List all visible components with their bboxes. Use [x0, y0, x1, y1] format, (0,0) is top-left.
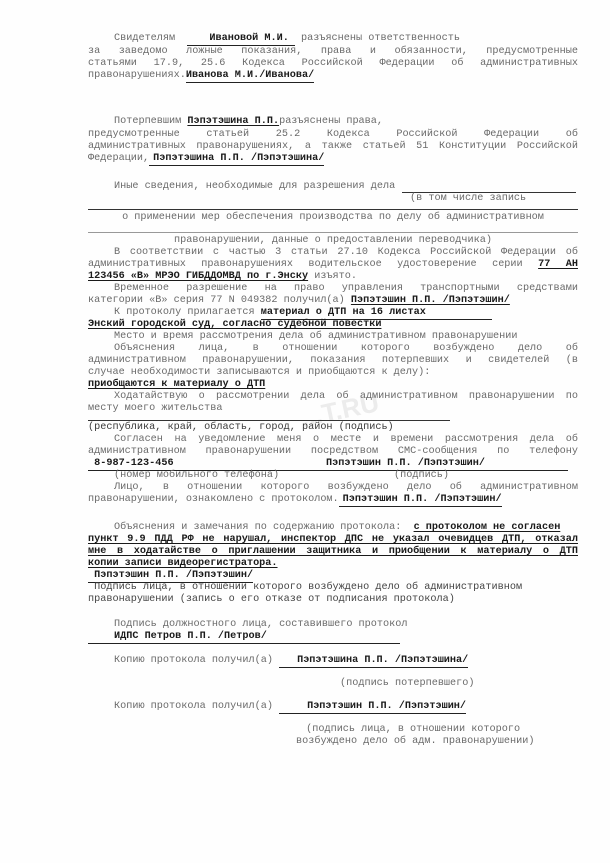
remarks-line-4: копии записи видеорегистратора.: [88, 558, 278, 569]
other-info-hint-3: правонарушении, данные о предоставлении переводчика): [174, 235, 492, 246]
victim-line-3: административных правонарушениях, а также статьей 51 Конституции Российской: [88, 141, 578, 152]
remarks-caption-1: Подпись лица, в отношении которого возбуждено дело об административном: [94, 582, 523, 593]
witness-name: Ивановой М.И.: [209, 33, 289, 44]
temp-permit-line-1: Временное разрешение на право управления транспортными средствами: [114, 283, 578, 294]
copy-offender-caption-2: возбуждено дело об адм. правонарушении): [296, 736, 535, 747]
copy-victim-caption: (подпись потерпевшего): [340, 678, 475, 689]
sms-phone: 8-987-123-456: [94, 458, 174, 469]
remarks-caption-2: правонарушении (запись о его отказе от подписания протокола): [88, 594, 455, 605]
remarks-value-1: с протоколом не согласен: [413, 522, 561, 533]
officer-signature: ИДПС Петров П.П. /Петров/: [114, 631, 267, 642]
license-line-1: В соответствии с частью 3 статьи 27.10 Кодекса Российской Федерации об: [114, 247, 578, 258]
victim-line-4: Федерации, Пэпэтэшина П.П. /Пэпэтэшина/: [88, 153, 325, 164]
copy-victim-signature: Пэпэтэшина П.П. /Пэпэтэшина/: [297, 655, 469, 666]
explanations-value: приобщаются к материалу о ДТП: [88, 379, 266, 390]
witness-line-1: Свидетелям Ивановой М.И. разъяснены ответственность: [114, 33, 460, 44]
sms-consent-captions: (номер мобильного телефона) (подпись): [114, 470, 450, 481]
witness-signature: Иванова М.И./Иванова/: [185, 70, 315, 81]
familiarized-signature: Пэпэтэшин П.П. /Пэпэтэшин/: [342, 494, 502, 505]
petition-line-2: месту моего жительства: [88, 403, 223, 414]
license-line-2: административных правонарушениях водительское удостоверение серии 77 АН: [88, 259, 578, 270]
victim-signature: Пэпэтэшина П.П. /Пэпэтэшина/: [153, 153, 325, 164]
explanations-line-2: административном правонарушении, показания потерпевших и свидетелей (в: [88, 355, 578, 366]
other-info-line-2: [88, 232, 578, 233]
copy-victim-line: Копию протокола получил(а) Пэпэтэшина П.П. /Пэпэтэшина/: [114, 655, 469, 666]
explanations-value-line: [88, 379, 578, 391]
explanations-line-3: случае необходимости записываются и приобщаются к делу):: [88, 367, 431, 378]
remarks-line-2: пункт 9.9 ПДД РФ не нарушал, инспектор ДПС не указал очевидцев ДТП, отказал: [88, 534, 578, 545]
other-info-hint-2: о применении мер обеспечения производства по делу об административном: [122, 212, 544, 223]
witness-line-3: статьями 17.9, 25.6 Кодекса Российской Федерации об административных: [88, 58, 578, 69]
officer-label: Подпись должностного лица, составившего протокол: [114, 619, 408, 630]
familiarized-line-1: Лицо, в отношении которого возбуждено дело об административном: [114, 482, 578, 493]
license-line-3: 123456 «В» МРЭО ГИБДДОМВД по г.Энску изъято.: [88, 271, 358, 282]
temp-permit-line-2: категории «В» серия 77 N 049382 получил(а) Пэпэтэшин П.П. /Пэпэтэшин/: [88, 295, 510, 306]
victim-line-1: Потерпевшим Пэпэтэшина П.П.разъяснены права,: [114, 116, 384, 127]
petition-field: [88, 420, 450, 421]
attachment-value: материал о ДТП на 16 листах: [260, 307, 426, 318]
remarks-signature: Пэпэтэшин П.П. /Пэпэтэшин/: [94, 570, 254, 581]
venue-label: Место и время рассмотрения дела об административном правонарушении: [114, 331, 518, 342]
license-number: 123456 «В» МРЭО ГИБДДОМВД по г.Энску: [88, 271, 309, 282]
victim-name: Пэпэтэшина П.П.: [187, 116, 280, 127]
other-info-hint-1: (в том числе запись: [410, 193, 527, 204]
petition-caption: (республика, край, область, город, район (подпись): [88, 422, 394, 433]
explanations-line-1: Объяснения лица, в отношении которого возбуждено дело об: [114, 343, 578, 354]
remarks-line-3: мне в ходатайстве о приглашении защитника и приобщении к материалу о ДТП: [88, 546, 578, 557]
remarks-line-1: Объяснения и замечания по содержанию протокола: с протоколом не согласен: [114, 522, 561, 533]
other-info-label: Иные сведения, необходимые для разрешения дела: [114, 181, 396, 192]
sms-consent-line-1: Согласен на уведомление меня о месте и времени рассмотрения дела об: [114, 434, 578, 445]
officer-signature-line: [88, 631, 578, 644]
witness-line-2: за заведомо ложные показания, права и обязанности, предусмотренные: [88, 46, 578, 57]
venue-value-line: [88, 319, 578, 331]
attachment-line: К протоколу прилагается материал о ДТП на 16 листах: [88, 307, 578, 320]
copy-offender-line: Копию протокола получил(а) Пэпэтэшин П.П. /Пэпэтэшин/: [114, 701, 467, 712]
copy-offender-signature: Пэпэтэшин П.П. /Пэпэтэшин/: [307, 701, 467, 712]
petition-line-1: Ходатайствую о рассмотрении дела об административном правонарушении по: [114, 391, 578, 402]
copy-offender-caption-1: (подпись лица, в отношении которого: [306, 724, 521, 735]
familiarized-line-2: правонарушении, ознакомлено с протоколом. Пэпэтэшин П.П. /Пэпэтэшин/: [88, 494, 502, 505]
temp-permit-signature: Пэпэтэшин П.П. /Пэпэтэшин/: [350, 295, 510, 306]
other-info-line-1: [88, 209, 578, 210]
victim-line-2: предусмотренные статьей 25.2 Кодекса Российской Федерации об: [88, 129, 578, 140]
witness-line-4: правонарушениях.Иванова М.И./Иванова/: [88, 70, 315, 81]
watermark: ...T.RU: [297, 387, 382, 433]
license-series: 77 АН: [538, 259, 578, 270]
sms-signature: Пэпэтэшин П.П. /Пэпэтэшин/: [326, 458, 485, 469]
venue-value: Энский городской суд, согласно судебной повестки: [88, 319, 382, 330]
sms-consent-line-2: административном правонарушении посредством СМС-сообщения по телефону: [88, 446, 578, 457]
